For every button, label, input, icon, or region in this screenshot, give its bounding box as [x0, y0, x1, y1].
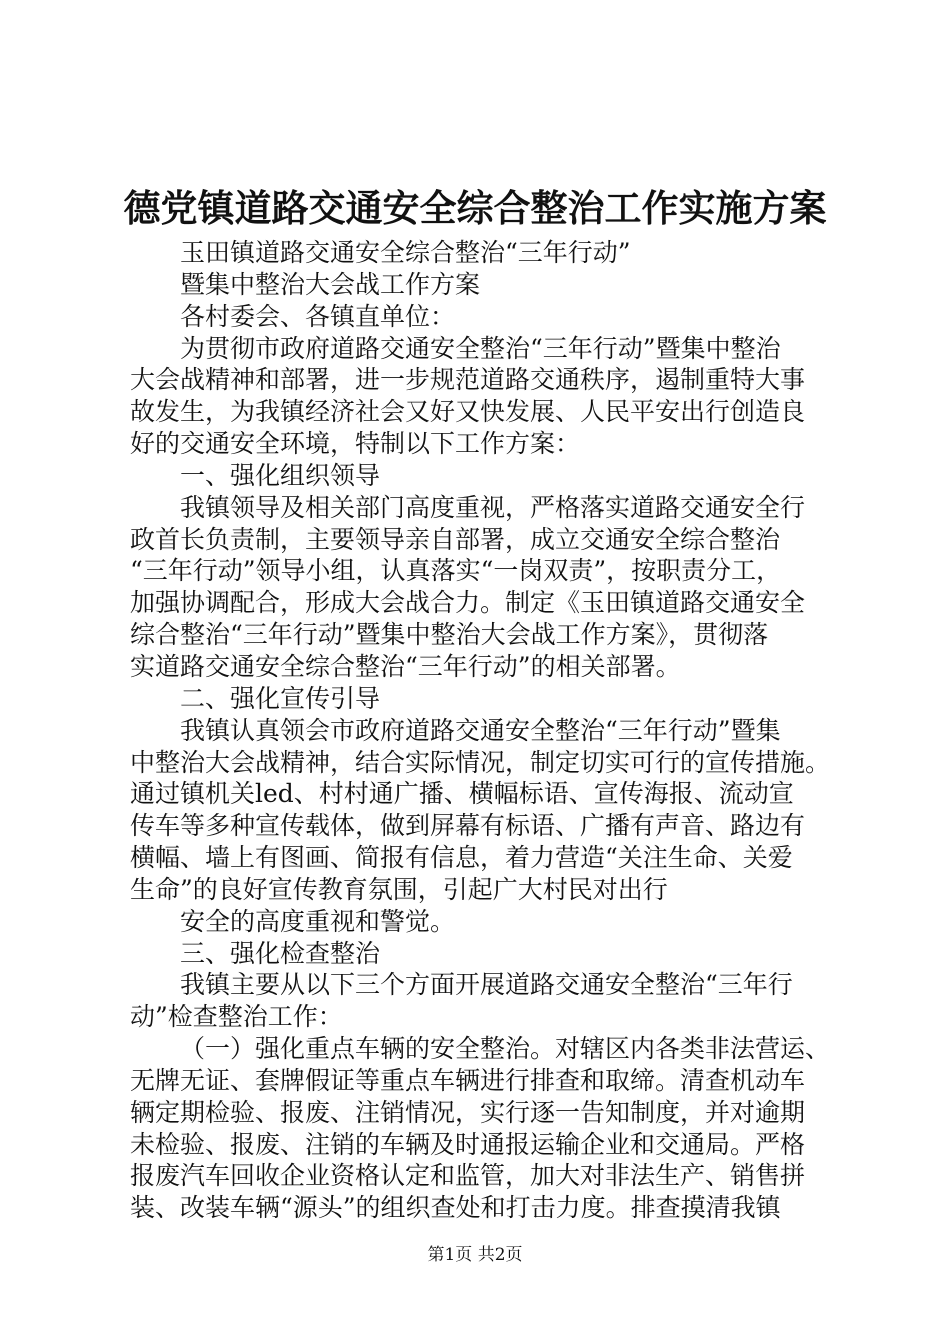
paragraph-line: 二、强化宣传引导 [180, 683, 381, 713]
paragraph-line: 无牌无证、套牌假证等重点车辆进行排查和取缔。清查机动车 [130, 1065, 806, 1095]
paragraph-line: 为贯彻市政府道路交通安全整治“三年行动”暨集中整治 [180, 333, 781, 363]
paragraph-line: 通过镇机关led、村村通广播、横幅标语、宣传海报、流动宣 [130, 779, 794, 809]
paragraph-line: 一、强化组织领导 [180, 460, 381, 490]
paragraph-line: 综合整治“三年行动”暨集中整治大会战工作方案》，贯彻落 [130, 620, 769, 650]
paragraph-line: （一）强化重点车辆的安全整治。对辖区内各类非法营运、 [180, 1034, 831, 1064]
paragraph-line: 中整治大会战精神，结合实际情况，制定切实可行的宣传措施。 [130, 747, 831, 777]
paragraph-line: 实道路交通安全综合整治“三年行动”的相关部署。 [130, 651, 681, 681]
document-title: 德党镇道路交通安全综合整治工作实施方案 [123, 186, 827, 230]
paragraph-line: 暨集中整治大会战工作方案 [180, 269, 481, 299]
paragraph-line: 生命”的良好宣传教育氛围，引起广大村民对出行 [130, 874, 668, 904]
paragraph-line: 政首长负责制，主要领导亲自部署，成立交通安全综合整治 [130, 524, 781, 554]
paragraph-line: 横幅、墙上有图画、简报有信息，着力营造“关注生命、关爱 [130, 843, 793, 873]
paragraph-line: “三年行动”领导小组，认真落实“一岗双责”，按职责分工， [130, 556, 782, 586]
paragraph-line: 装、改装车辆“源头”的组织查处和打击力度。排查摸清我镇 [130, 1193, 781, 1223]
paragraph-line: 我镇主要从以下三个方面开展道路交通安全整治“三年行 [180, 970, 793, 1000]
paragraph-line: 好的交通安全环境，特制以下工作方案： [130, 429, 581, 459]
paragraph-line: 动”检查整治工作： [130, 1002, 343, 1032]
document-body [130, 237, 830, 1224]
paragraph-line: 大会战精神和部署，进一步规范道路交通秩序，遏制重特大事 [130, 365, 806, 395]
page-number: 第1页 共2页 [427, 1245, 523, 1265]
paragraph-line: 三、强化检查整治 [180, 938, 381, 968]
paragraph-line: 各村委会、各镇直单位： [180, 301, 456, 331]
paragraph-line: 我镇认真领会市政府道路交通安全整治“三年行动”暨集 [180, 715, 781, 745]
paragraph-line: 传车等多种宣传载体，做到屏幕有标语、广播有声音、路边有 [130, 811, 806, 841]
paragraph-line: 玉田镇道路交通安全综合整治“三年行动” [180, 238, 631, 267]
paragraph-line: 辆定期检验、报废、注销情况，实行逐一告知制度，并对逾期 [130, 1097, 806, 1127]
paragraph-line: 故发生，为我镇经济社会又好又快发展、人民平安出行创造良 [130, 397, 806, 427]
paragraph-line: 未检验、报废、注销的车辆及时通报运输企业和交通局。严格 [130, 1129, 806, 1159]
paragraph-line: 安全的高度重视和警觉。 [180, 906, 456, 936]
paragraph-line: 我镇领导及相关部门高度重视，严格落实道路交通安全行 [180, 492, 806, 522]
paragraph-line: 加强协调配合，形成大会战合力。制定《玉田镇道路交通安全 [130, 588, 806, 618]
paragraph-line: 报废汽车回收企业资格认定和监管，加大对非法生产、销售拼 [130, 1161, 806, 1191]
